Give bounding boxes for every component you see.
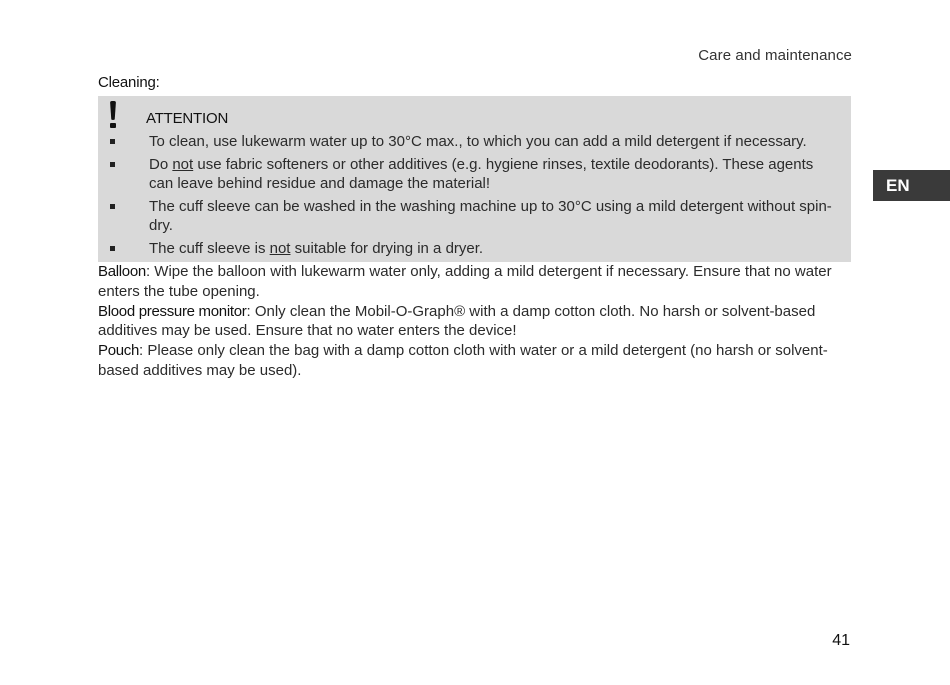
cleaning-section: [98, 73, 851, 381]
section-heading: Cleaning:: [98, 74, 160, 91]
running-header: Care and maintenance: [698, 47, 852, 64]
bullet-square-icon: [110, 139, 115, 144]
term-balloon: Balloon: [98, 263, 146, 280]
list-item: Do not use fabric softeners or other additives (e.g. hygiene rinses, textile deodorants). These agents can leave behind residue and damage the material!: [98, 155, 851, 194]
term-blood-pressure-monitor: Blood pressure monitor: [98, 302, 247, 320]
emphasis-not: not: [269, 239, 291, 257]
pouch-paragraph: Pouch: Please only clean the bag with a damp cotton cloth with water or a mild detergent (no harsh or solvent-based additives may be used).: [98, 342, 828, 379]
attention-list: [98, 132, 851, 258]
attention-box: [98, 96, 851, 262]
monitor-paragraph: Blood pressure monitor: Only clean the Mobil-O-Graph® with a damp cotton cloth. No harsh or solvent-based additives may be used. Ensure that no water enters the device!: [98, 302, 816, 340]
page-number: 41: [832, 632, 850, 649]
exclamation-icon: [109, 101, 117, 129]
list-item: The cuff sleeve can be washed in the washing machine up to 30°C using a mild detergent without spin-dry.: [98, 197, 851, 236]
bullet-square-icon: [110, 204, 115, 209]
bullet-square-icon: [110, 246, 115, 251]
balloon-paragraph: Balloon: Wipe the balloon with lukewarm water only, adding a mild detergent if necessary. Ensure that no water enters the tube opening.: [98, 263, 832, 300]
emphasis-not: not: [172, 155, 194, 173]
attention-title: ATTENTION: [146, 110, 229, 127]
attention-header: [98, 99, 851, 129]
bullet-square-icon: [110, 162, 115, 167]
term-pouch: Pouch: [98, 342, 140, 360]
language-tab: EN: [873, 170, 950, 201]
list-item: To clean, use lukewarm water up to 30°C max., to which you can add a mild detergent if necessary.: [98, 132, 851, 152]
list-item: The cuff sleeve is not suitable for drying in a dryer.: [98, 239, 851, 259]
